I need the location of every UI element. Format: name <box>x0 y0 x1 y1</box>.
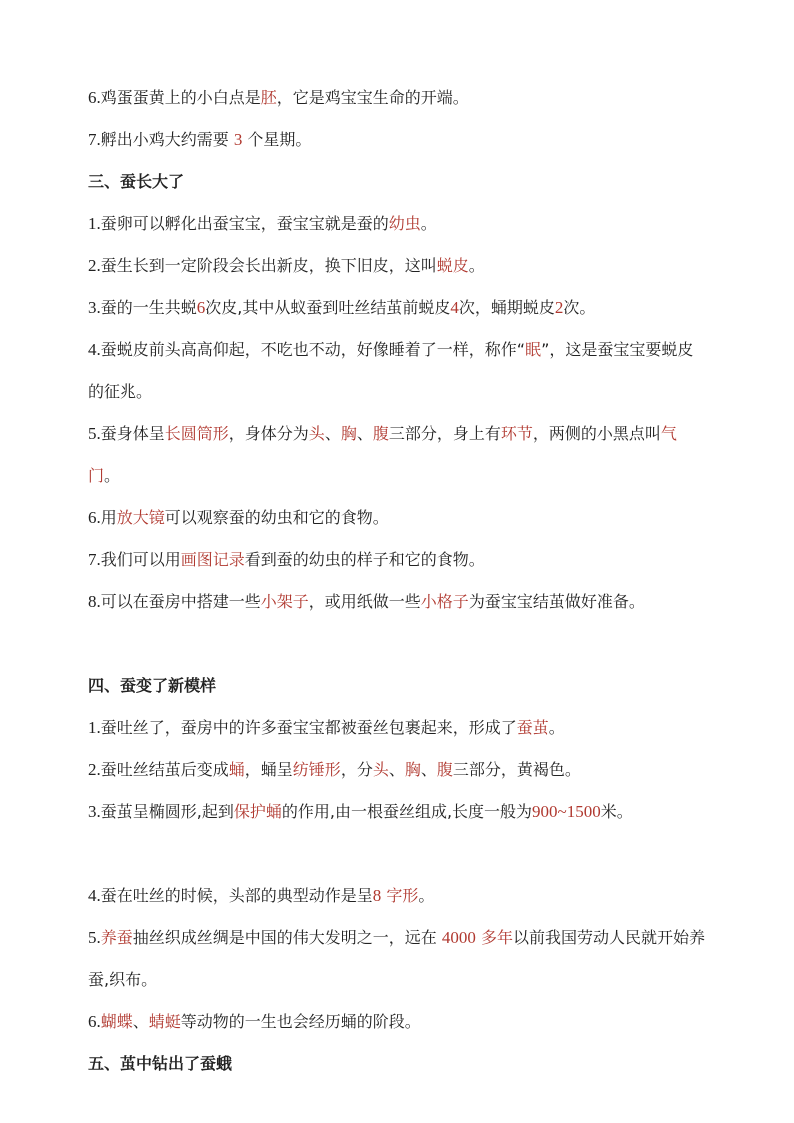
text-run: 用 <box>100 508 117 527</box>
text-run: 、 <box>356 424 373 443</box>
text-run: 6. <box>88 508 101 527</box>
highlighted-term: 放大镜 <box>116 508 165 527</box>
text-run: 5. <box>88 928 101 947</box>
text-run: 蚕蜕皮前头高高仰起，不吃也不动，好像睡着了一样，称作“ <box>100 340 526 359</box>
highlighted-term: 蜻蜓 <box>148 1012 181 1031</box>
highlighted-term: 胚 <box>260 88 277 107</box>
text-run: 等动物的一生也会经历蛹的阶段。 <box>180 1012 421 1031</box>
text-run: 2. <box>88 760 101 779</box>
highlighted-term: 保护蛹 <box>233 802 282 821</box>
text-run: 蚕茧呈椭圆形,起到 <box>100 802 234 821</box>
item-8-shelves <box>88 581 708 623</box>
text-run: 蚕的一生共蜕 <box>100 298 197 317</box>
text-run: 8. <box>88 592 101 611</box>
text-run: 6. <box>88 1012 101 1031</box>
item-4-dormancy <box>88 329 708 413</box>
highlighted-term: 幼虫 <box>388 214 421 233</box>
highlighted-term: 气门 <box>88 424 677 485</box>
text-run: 1. <box>88 214 101 233</box>
text-run: 蚕生长到一定阶段会长出新皮，换下旧皮，这叫 <box>100 256 437 275</box>
text-run: 四、蚕变了新模样 <box>88 676 217 695</box>
item-2-molting <box>88 245 708 287</box>
text-run: ，分 <box>340 760 373 779</box>
text-run: 五、茧中钻出了蚕蛾 <box>88 1054 233 1073</box>
text-run: 3. <box>88 802 101 821</box>
highlighted-term: 头 <box>372 760 389 779</box>
highlighted-term: 腹 <box>372 424 389 443</box>
text-run: 可以在蚕房中搭建一些 <box>100 592 261 611</box>
item-7-hatch-weeks <box>88 119 708 161</box>
text-run: 可以观察蚕的幼虫和它的食物。 <box>164 508 389 527</box>
text-run: 、 <box>324 424 341 443</box>
section-heading-4 <box>88 665 708 707</box>
text-run: 。 <box>548 718 565 737</box>
text-run: 蚕在吐丝的时候，头部的典型动作是呈 <box>100 886 373 905</box>
highlighted-term: 蜕皮 <box>436 256 469 275</box>
text-run: 为蚕宝宝结茧做好准备。 <box>468 592 645 611</box>
item-6-other-animals <box>88 1001 708 1043</box>
text-run: 蚕身体呈 <box>100 424 165 443</box>
text-run: 次皮,其中从蚁蚕到吐丝结茧前蜕皮 <box>205 298 451 317</box>
text-run: 。 <box>468 256 485 275</box>
text-run: ，蛹呈 <box>244 760 293 779</box>
text-run: 蚕卵可以孵化出蚕宝宝，蚕宝宝就是蚕的 <box>100 214 389 233</box>
text-run: 。 <box>420 214 437 233</box>
highlighted-term: 腹 <box>436 760 453 779</box>
text-run: 5. <box>88 424 101 443</box>
item-6-magnifier <box>88 497 708 539</box>
text-run: 米。 <box>600 802 633 821</box>
item-3-cocoon-shape <box>88 791 708 833</box>
highlighted-term: 蚕茧 <box>516 718 549 737</box>
highlighted-term: 长圆筒形 <box>164 424 229 443</box>
text-run: ，两侧的小黑点叫 <box>532 424 661 443</box>
highlighted-term: 6 <box>196 298 206 317</box>
highlighted-term: 小架子 <box>260 592 309 611</box>
item-5-body-shape <box>88 413 708 497</box>
text-run: 2. <box>88 256 101 275</box>
item-3-molt-count <box>88 287 708 329</box>
item-5-sericulture <box>88 917 708 1001</box>
text-run: 4. <box>88 340 101 359</box>
highlighted-term: 蛹 <box>228 760 245 779</box>
highlighted-term: 头 <box>308 424 325 443</box>
text-run: ，身体分为 <box>228 424 309 443</box>
highlighted-term: 4000 <box>441 928 476 947</box>
text-run: 7. <box>88 130 101 149</box>
text-run: 、 <box>388 760 405 779</box>
section-heading-3 <box>88 161 708 203</box>
highlighted-term: 3 <box>233 130 243 149</box>
text-run: ，它是鸡宝宝生命的开端。 <box>276 88 469 107</box>
highlighted-term: 画图记录 <box>180 550 245 569</box>
text-run: 蚕吐丝结茧后变成 <box>100 760 229 779</box>
highlighted-term: 900~1500 <box>532 802 601 821</box>
text-run: 孵出小鸡大约需要 <box>100 130 234 149</box>
text-run: ，或用纸做一些 <box>308 592 421 611</box>
text-run: 次，蛹期蜕皮 <box>458 298 555 317</box>
text-run: 个星期。 <box>242 130 312 149</box>
text-run: 蚕吐丝了，蚕房中的许多蚕宝宝都被蚕丝包裹起来，形成了 <box>100 718 517 737</box>
text-run: 。 <box>104 466 121 485</box>
highlighted-term: 蝴蝶 <box>100 1012 133 1031</box>
text-run: 抽丝织成丝绸是中国的伟大发明之一，远在 <box>132 928 442 947</box>
highlighted-term: 胸 <box>404 760 421 779</box>
highlighted-term: 纺锤形 <box>292 760 341 779</box>
highlighted-term: 4 <box>450 298 459 317</box>
highlighted-term: 养蚕 <box>100 928 133 947</box>
section-heading-5 <box>88 1043 708 1085</box>
text-run: 看到蚕的幼虫的样子和它的食物。 <box>244 550 485 569</box>
text-run: 。 <box>418 886 435 905</box>
text-run: 三部分，黄褐色。 <box>452 760 581 779</box>
text-run: 、 <box>132 1012 149 1031</box>
highlighted-term: 字形 <box>381 886 419 905</box>
text-run: 、 <box>420 760 437 779</box>
highlighted-term: 多年 <box>475 928 513 947</box>
text-run: 我们可以用 <box>100 550 181 569</box>
highlighted-term: 小格子 <box>420 592 469 611</box>
item-2-pupa <box>88 749 708 791</box>
item-1-cocoon <box>88 707 708 749</box>
text-run: 7. <box>88 550 101 569</box>
highlighted-term: 环节 <box>500 424 533 443</box>
item-1-larva <box>88 203 708 245</box>
text-run: 的作用,由一根蚕丝组成,长度一般为 <box>281 802 533 821</box>
text-run: 三、蚕长大了 <box>88 172 185 191</box>
item-7-drawing <box>88 539 708 581</box>
highlighted-term: 眠 <box>525 340 542 359</box>
text-run: 次。 <box>563 298 596 317</box>
text-run: 三部分，身上有 <box>388 424 501 443</box>
highlighted-term: 8 <box>372 886 382 905</box>
text-run: 6. <box>88 88 101 107</box>
text-run: 3. <box>88 298 101 317</box>
text-run: 以前我国劳动人民就开始养蚕,织布。 <box>88 928 705 989</box>
highlighted-term: 2 <box>554 298 564 317</box>
text-run: ”，这是蚕宝宝要蜕皮的征兆。 <box>88 340 694 401</box>
text-run: 4. <box>88 886 101 905</box>
text-run: 1. <box>88 718 101 737</box>
item-4-figure-eight <box>88 875 708 917</box>
item-6-embryo <box>88 77 708 119</box>
text-run: 鸡蛋蛋黄上的小白点是 <box>100 88 261 107</box>
highlighted-term: 胸 <box>340 424 357 443</box>
